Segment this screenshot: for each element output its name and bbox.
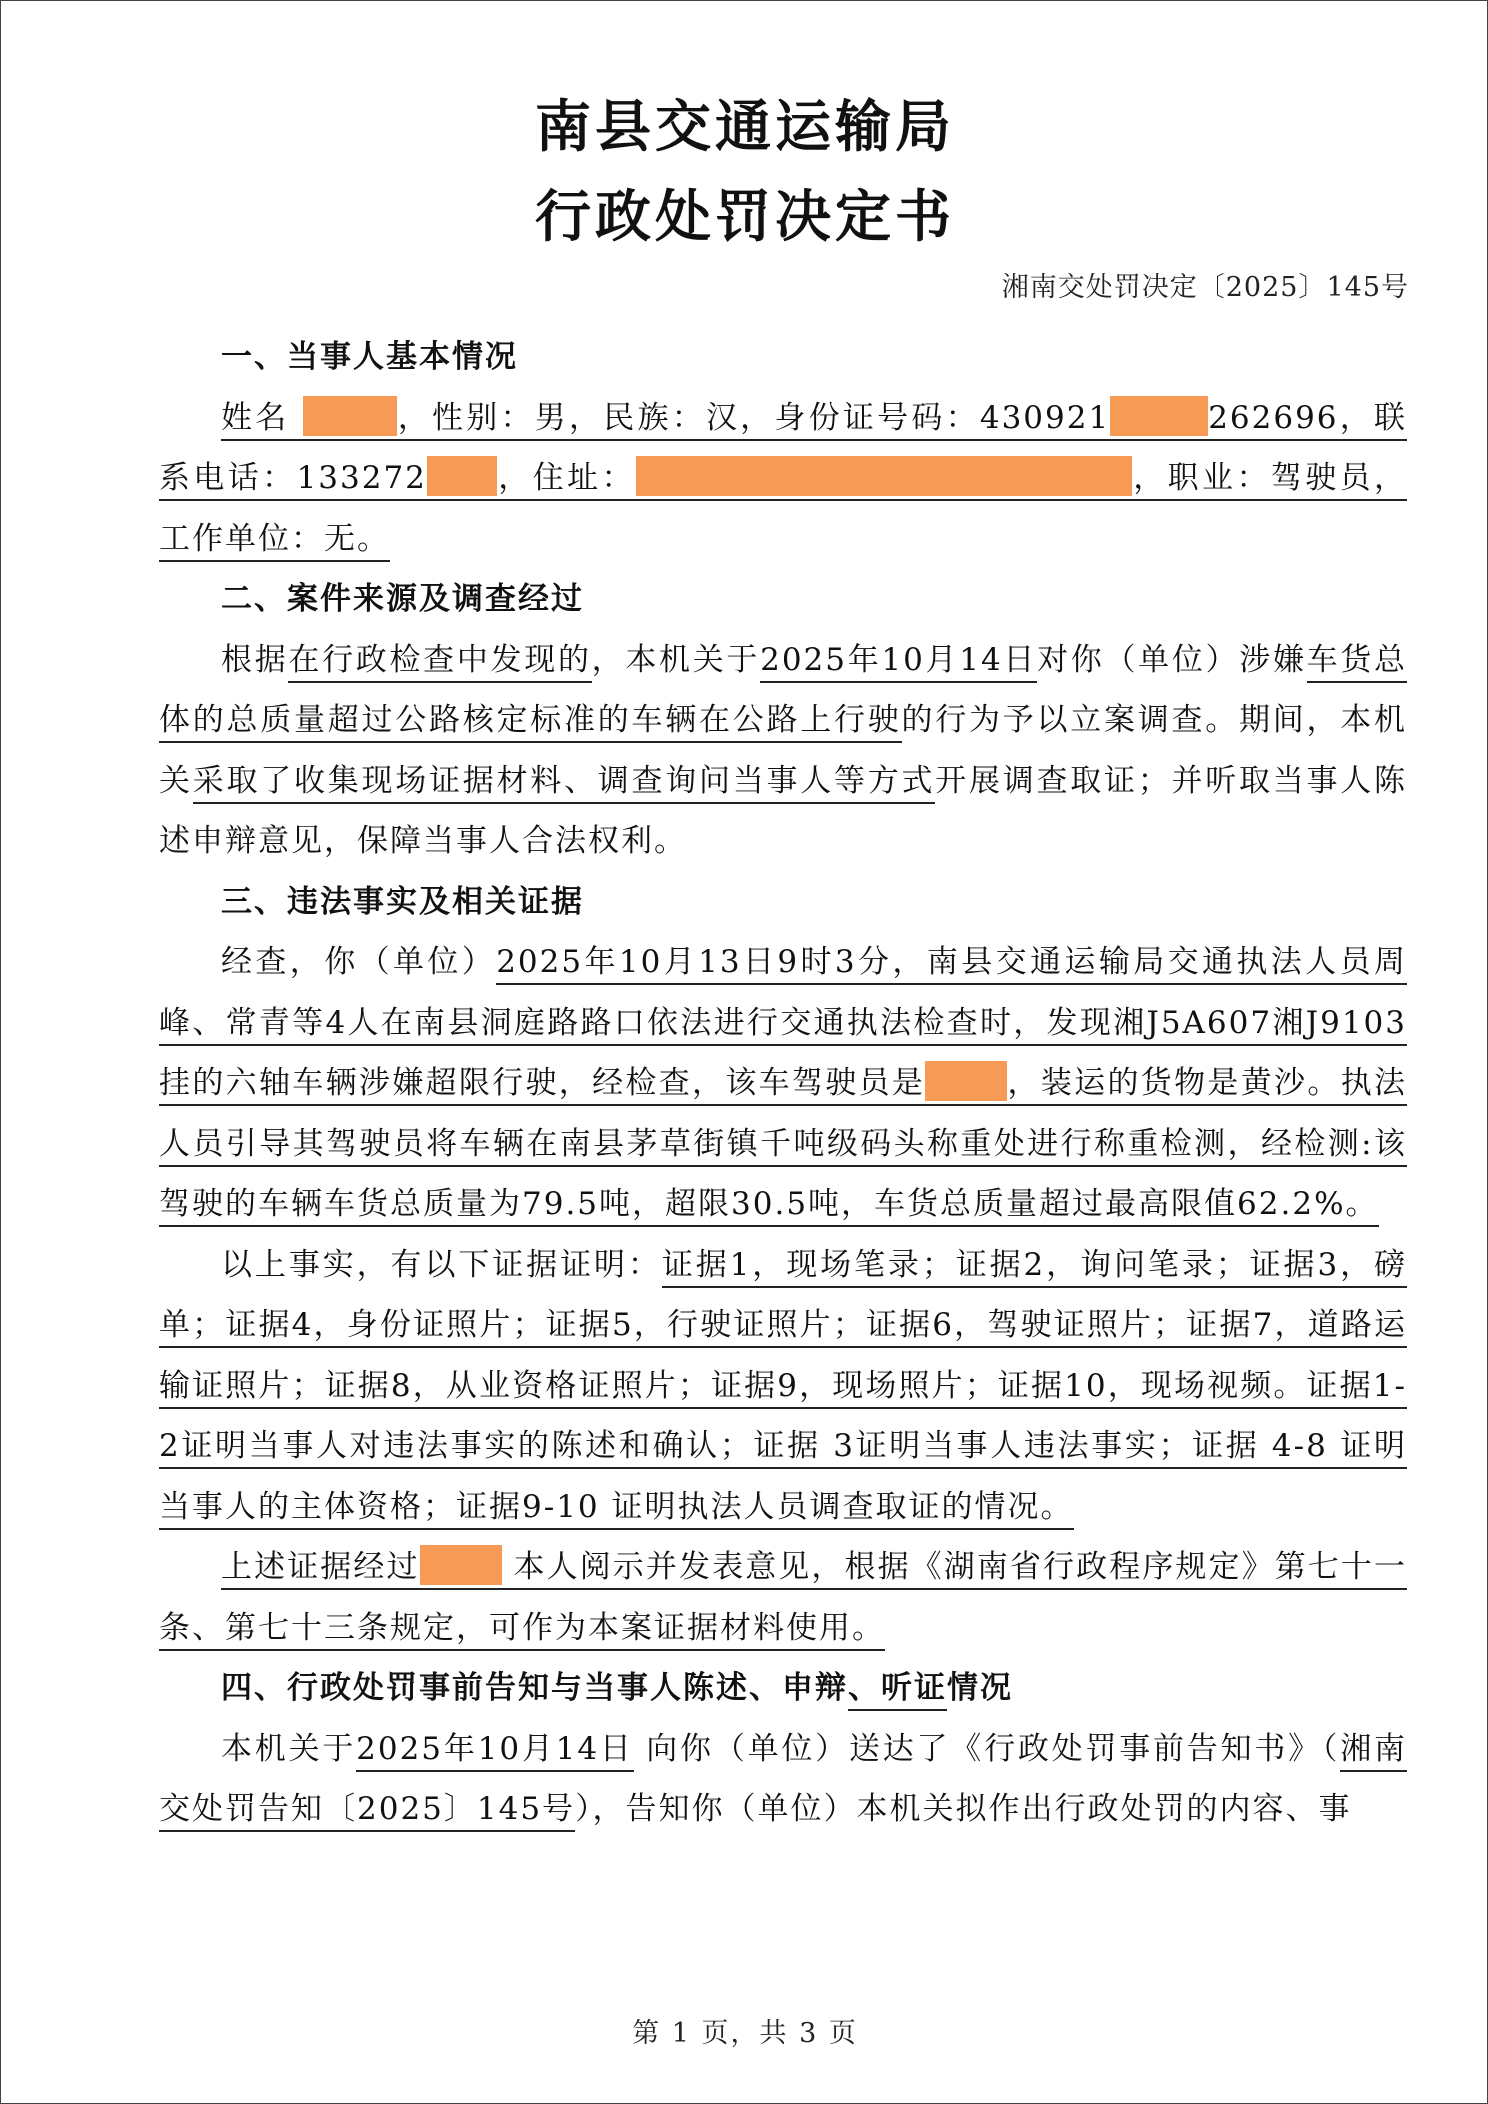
document-body: [159, 327, 1407, 1840]
evidence-review-text-2: 本人阅示并发表意见，根据《湖南省行政程序规定》第七十一条、第七十三条规定，可作为本案证据材料使用。: [159, 1549, 1407, 1646]
evidence-list: 证据1，现场笔录；证据2，询问笔录；证据3，磅单；证据4，身份证照片；证据5，行驶证照片；证据6，驾驶证照片；证据7，道路运输证照片；证据8，从业资格证照片；证据9，现场照片；证据10，现场视频。证据1-2证明当事人对违法事实的陈述和确认；证据 3证明当事人违法事实；证据 4-8 证明当事人的主体资格；证据9-10 证明执法人员调查取证的情况。: [159, 1247, 1407, 1530]
prior-notice-heading-a: 四、行政处罚事前告知与当事人陈述、申辩: [221, 1670, 848, 1706]
prior-notice-heading-c: 情况: [947, 1670, 1013, 1706]
party-occupation: ，职业：驾驶员，工作单位：无。: [159, 460, 1408, 557]
section-heading-facts-evidence: 三、违法事实及相关证据: [221, 883, 584, 920]
redacted-driver-name: [925, 1061, 1007, 1101]
section-heading-party-info: 一、当事人基本情况: [221, 339, 518, 375]
section-heading-case-source: 二、案件来源及调查经过: [221, 581, 584, 617]
facts-paragraph: [159, 932, 1407, 1235]
case-source-text-2: ，本机关于: [591, 641, 761, 678]
case-source-paragraph: [159, 630, 1407, 872]
name-label: 姓名: [221, 399, 290, 436]
redacted-name: [303, 396, 397, 436]
prior-notice-heading-b: 、听证: [848, 1670, 947, 1711]
notice-delivery-date: 2025年10月14日: [356, 1731, 633, 1772]
redacted-party-name: [420, 1545, 502, 1585]
document-number: 湘南交处罚决定〔2025〕145号: [1001, 272, 1409, 303]
party-info-text: [159, 400, 1407, 562]
evidence-review-paragraph: [159, 1537, 1407, 1658]
prior-notice-paragraph: [159, 1719, 1407, 1840]
address-label: ，住址：: [496, 460, 636, 496]
facts-text-2: 2025年10月13日9时3分，南县交通运输局交通执法人员周峰、常青等4人在南县洞庭路路口依法进行交通执法检查时，发现湘J5A607湘J9103挂的六轴车辆涉嫌超限行驶，经检查，该车驾驶员是: [159, 944, 1408, 1101]
evidence-list-paragraph: [159, 1235, 1407, 1538]
party-info-paragraph: [159, 388, 1407, 570]
facts-underlined: [159, 944, 1407, 1227]
evidence-review-text-1: 上述证据经过: [221, 1549, 420, 1585]
case-source-text-5: 开展调查取证；并听取当事人陈述申辩意见，保障当事人合法权利。: [159, 762, 1407, 859]
prior-notice-text-2: 向你（单位）送达了《行政处罚事前告知书》（: [633, 1730, 1341, 1767]
notice-document-number: 湘南交处罚告知〔2025〕145号: [159, 1731, 1407, 1833]
redacted-address: [636, 456, 1132, 496]
prior-notice-text-3: ），告知你（单位）本机关拟作出行政处罚的内容、事: [575, 1791, 1352, 1827]
page-number: 第 1 页，共 3 页: [632, 2018, 858, 2049]
case-source-text-4: 的行为予以立案调查。期间，本机关: [159, 702, 1407, 799]
investigation-methods: 采取了收集现场证据材料、调查询问当事人等方式: [193, 763, 936, 804]
evidence-intro: 以上事实，有以下证据证明：: [221, 1246, 662, 1283]
case-source-origin: 在行政检查中发现的: [288, 642, 591, 683]
document-title-line1: 南县交通运输局: [535, 94, 955, 160]
redacted-id-digits: [1110, 396, 1208, 436]
case-source-text-1: 根据: [221, 641, 289, 678]
document-title-line2: 行政处罚决定书: [535, 184, 955, 250]
facts-text-1: 经查，你（单位）: [221, 944, 497, 980]
redacted-phone-digits: [427, 456, 497, 496]
party-gender-id: ，性别：男，民族：汉，身份证号码：430921: [396, 399, 1111, 436]
evidence-review-underlined: [159, 1549, 1407, 1651]
party-id-phone: 262696，联系电话：133272: [159, 399, 1408, 496]
section-heading-prior-notice: [159, 1658, 1407, 1719]
case-source-text-3: 对你（单位）涉嫌: [1037, 641, 1307, 678]
prior-notice-text-1: 本机关于: [221, 1730, 357, 1767]
facts-text-3: ，装运的货物是黄沙。执法人员引导其驾驶员将车辆在南县茅草街镇千吨级码头称重处进行称重检测，经检测:该驾驶的车辆车货总质量为79.5吨，超限30.5吨，车货总质量超过最高限值62.2%。: [159, 1065, 1408, 1222]
case-filing-date: 2025年10月14日: [760, 642, 1037, 683]
suspected-violation: 车货总体的总质量超过公路核定标准的车辆在公路上行驶: [159, 642, 1407, 744]
